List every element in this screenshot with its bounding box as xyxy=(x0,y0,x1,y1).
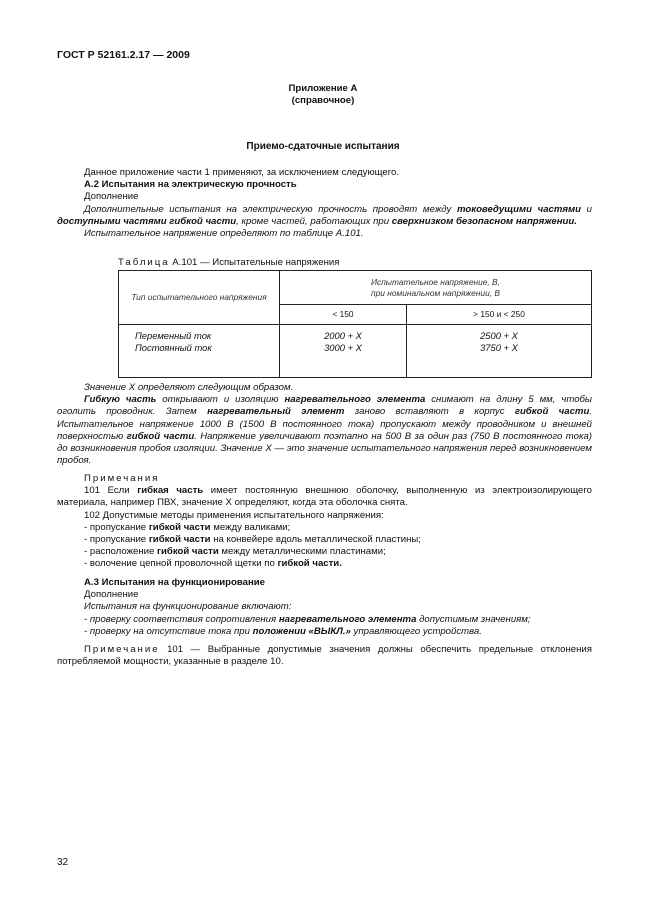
text-run: открывают и изоляцию xyxy=(156,394,285,406)
note-102-list xyxy=(57,522,592,571)
a2-paragraph-2: Испытательное напряжение определяют по таблице А.101. xyxy=(84,228,364,240)
a2-addition: Дополнение xyxy=(84,191,139,203)
cell-value-150-250: 2500 + X 3750 + X xyxy=(407,325,592,378)
list-item xyxy=(57,558,592,570)
notes-block xyxy=(57,473,592,571)
text-run: на конвейере вдоль металлической пластины; xyxy=(210,534,421,546)
col-header-sub2: > 150 и < 250 xyxy=(407,305,592,325)
table-row xyxy=(119,325,592,378)
text-run: . Напряжение увеличивают поэтапно на 500 В за один раз (750 В постоянного тока) до возникновения пробоя изоляции. Значение X — это значение испытательного напряжения перед возникновением пробоя. xyxy=(57,430,593,467)
col-header-sub1: < 150 xyxy=(280,305,407,325)
cell-value-lt150: 2000 + X 3000 + X xyxy=(280,325,407,378)
col-header-group: Испытательное напряжение, В, при номинальном напряжении, В xyxy=(280,271,592,305)
page-number: 32 xyxy=(57,857,69,868)
table-caption-text: А.101 — Испытательные напряжения xyxy=(172,257,340,268)
term-bold: гибкой части xyxy=(126,430,195,442)
appendix-subtitle: (справочное) xyxy=(291,95,355,106)
table-caption-label: Таблица xyxy=(118,257,170,268)
standard-code: ГОСТ Р 52161.2.17 — 2009 xyxy=(57,49,190,61)
text-run: - расположение xyxy=(84,546,157,558)
section-title: Приемо-сдаточные испытания xyxy=(246,141,400,152)
test-voltage-table xyxy=(118,270,592,378)
text-run: - проверку соответствия сопротивления xyxy=(84,613,279,625)
text-run: - пропускание xyxy=(84,534,149,546)
term-bold: токоведущими частями xyxy=(456,203,582,215)
notes-label: Примечания xyxy=(84,473,160,484)
a2-paragraph-1 xyxy=(57,204,592,228)
text-run: . Испытательное напряжение 1000 В (1500 В постоянного тока) пропускают между проводником и внешней поверхностью xyxy=(57,406,592,442)
term-bold: нагревательного элемента xyxy=(284,394,426,406)
after-table-text xyxy=(57,382,592,467)
term-bold: гибкая часть xyxy=(137,485,204,497)
a3-intro: Испытания на функционирование включают: xyxy=(84,601,292,613)
term-bold: положении «ВЫКЛ.» xyxy=(252,625,351,637)
text-run: - волочение цепной проволочной щетки по xyxy=(84,558,278,570)
text-run: - проверку на отсутствие тока при xyxy=(84,625,253,637)
text-run: между валиками; xyxy=(210,521,291,533)
list-item xyxy=(57,614,592,626)
text-run: управляющего устройства. xyxy=(350,625,482,637)
text-run: допустимым значениям; xyxy=(416,613,531,625)
table-caption xyxy=(118,257,339,269)
term-bold: гибкой части xyxy=(157,546,219,558)
list-item xyxy=(57,546,592,558)
text-run: и xyxy=(581,203,592,215)
text-run: Дополнительные испытания на электрическую прочность проводят между xyxy=(84,203,457,215)
text-run: заново вставляют в корпус xyxy=(344,406,515,418)
value-x-procedure xyxy=(57,394,592,467)
term-bold: гибкой части xyxy=(514,406,590,418)
term-bold: сверхнизком безопасном напряжении. xyxy=(391,215,577,227)
term-bold: нагревательный элемент xyxy=(207,406,345,418)
term-bold: нагревательного элемента xyxy=(278,613,417,625)
a3-list xyxy=(57,614,592,638)
section-a2 xyxy=(57,167,592,240)
list-item xyxy=(57,522,592,534)
text-run: - пропускание xyxy=(84,521,149,533)
a3-heading: A.3 Испытания на функционирование xyxy=(84,577,266,588)
appendix-title: Приложение А xyxy=(288,83,358,94)
section-a3 xyxy=(57,577,592,668)
note-101 xyxy=(57,485,592,509)
list-item xyxy=(57,626,592,638)
col-header-type: Тип испытательного напряжения xyxy=(119,271,280,325)
a3-note: Примечание 101 — Выбранные допустимые значения должны обеспечить предельные отклонения потребляемой мощности, указанные в разделе 10. xyxy=(57,644,592,668)
term-bold: Гибкую часть xyxy=(84,394,157,406)
list-item xyxy=(57,534,592,546)
term-bold: доступными частями гибкой части xyxy=(57,215,237,227)
a3-addition: Дополнение xyxy=(84,589,139,601)
value-x-intro: Значение X определяют следующим образом. xyxy=(84,382,294,393)
text-run: имеет постоянную внешнюю оболочку, выполненную из электроизолирующего материала, например ПВХ, значение X определяют, когда эта оболочка снята. xyxy=(57,485,592,509)
term-bold: гибкой части xyxy=(148,521,211,533)
text-run: 101 Если xyxy=(84,485,138,497)
cell-type: Переменный ток Постоянный ток xyxy=(119,325,280,378)
term-bold: гибкой части. xyxy=(277,558,342,570)
a2-heading: A.2 Испытания на электрическую прочность xyxy=(84,179,297,191)
intro-paragraph: Данное приложение части 1 применяют, за исключением следующего. xyxy=(84,167,400,178)
note-102: 102 Допустимые методы применения испытательного напряжения: xyxy=(84,509,384,521)
text-run: между металлическими пластинами; xyxy=(218,546,386,558)
term-bold: гибкой части xyxy=(148,534,211,546)
text-run: снимают на длину 5 мм, чтобы оголить проводник. Затем xyxy=(57,394,592,418)
text-run: , кроме частей, работающих при xyxy=(236,215,392,227)
